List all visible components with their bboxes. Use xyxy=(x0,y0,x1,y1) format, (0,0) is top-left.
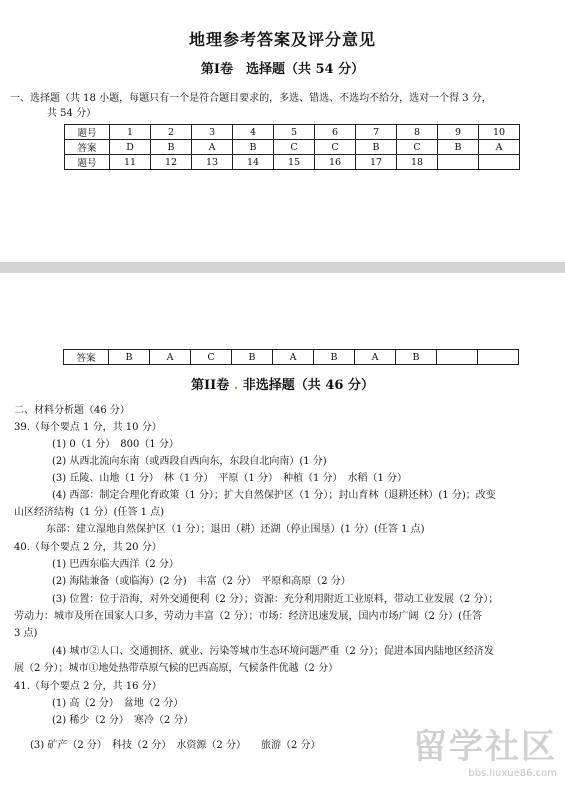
section-1-title: 第I卷 选择题（共 54 分） xyxy=(200,62,365,77)
table-cell: 17 xyxy=(356,155,397,170)
q39-heading: 39.（每个要点 1 分，共 10 分） xyxy=(14,422,162,433)
q40-answer-3-cont2: 3 点) xyxy=(14,628,38,639)
table-cell: 15 xyxy=(274,155,315,170)
choice-answer-table xyxy=(64,124,520,170)
table-cell: 11 xyxy=(110,155,151,170)
watermark-logo: 留学社区 xyxy=(413,727,557,767)
table-cell xyxy=(479,155,520,170)
section-2-title-part-b: 非选择题（共 46 分） xyxy=(242,378,374,393)
watermark xyxy=(413,719,557,779)
table-cell: A xyxy=(192,140,233,155)
q41-answer-1: (1) 高（2 分） 盆地（2 分） xyxy=(52,698,184,709)
q39-answer-2: (2) 从西北流向东南（或西段自西向东，东段自北向南）(1 分) xyxy=(52,456,327,467)
table-cell: 6 xyxy=(315,125,356,140)
q41-heading: 41.（每个要点 2 分，共 16 分） xyxy=(14,681,162,692)
q39-answer-4-east: 东部：建立湿地自然保护区（1 分）；退田（耕）还湖（停止围垦）(1 分）(任答 1 点) xyxy=(46,524,425,535)
answer-page-1 xyxy=(0,0,565,262)
table-cell: B xyxy=(396,350,437,365)
table-cell: C xyxy=(274,140,315,155)
table-row xyxy=(65,140,520,155)
table-cell: 题号 xyxy=(65,155,110,170)
part1-intro-line2: 共 54 分） xyxy=(47,108,97,119)
table-cell xyxy=(438,155,479,170)
table-cell: B xyxy=(438,140,479,155)
section-2-title-part-a: 第II卷 xyxy=(191,378,230,393)
choice-answer-table-continued xyxy=(63,349,519,365)
table-cell: 1 xyxy=(110,125,151,140)
q41-answer-2: (2) 稀少（2 分） 寒冷（2 分） xyxy=(52,715,194,726)
table-cell: 10 xyxy=(479,125,520,140)
table-cell: C xyxy=(315,140,356,155)
section-2-title xyxy=(0,374,565,393)
table-cell: 9 xyxy=(438,125,479,140)
q39-answer-1: (1) 0（1 分） 800（1 分） xyxy=(52,439,179,450)
page-separator xyxy=(0,262,565,273)
watermark-url: bbs.liuxue86.com xyxy=(468,768,557,779)
table-cell: 3 xyxy=(192,125,233,140)
table-cell: D xyxy=(110,140,151,155)
table-cell: A xyxy=(479,140,520,155)
table-cell: 8 xyxy=(397,125,438,140)
table-cell: 12 xyxy=(151,155,192,170)
part1-intro-line1: 一、选择题（共 18 小题，每题只有一个是符合题目要求的，多选、错选、不选均不给分，选对一个得 3 分， xyxy=(10,93,492,104)
table-cell: 答案 xyxy=(64,350,109,365)
q40-answer-1: (1) 巴西东临大西洋（2 分） xyxy=(52,559,179,570)
table-cell: 14 xyxy=(233,155,274,170)
answer-page-2 xyxy=(0,273,565,791)
q40-heading: 40.（每个要点 2 分，共 20 分） xyxy=(14,542,162,553)
table-cell xyxy=(437,350,478,365)
table-cell: C xyxy=(397,140,438,155)
table-cell: 答案 xyxy=(65,140,110,155)
table-cell: 2 xyxy=(151,125,192,140)
table-row xyxy=(64,350,519,365)
table-cell: 题号 xyxy=(65,125,110,140)
table-cell: B xyxy=(314,350,355,365)
q40-answer-3: (3) 位置：位于沿海，对外交通便利（2 分）；资源：充分利用附近工业原料，带动工业发展（2 分）； xyxy=(52,594,499,605)
table-cell: B xyxy=(232,350,273,365)
q40-answer-4: (4) 城市②人口、交通拥挤、就业、污染等城市生态环境问题严重（2 分）；促进本国内陆地区经济发 xyxy=(52,646,494,657)
q39-answer-4-cont: 山区经济结构（1 分）(任答 1 点) xyxy=(14,507,165,518)
q41-answer-3: (3) 矿产（2 分） 科技（2 分） 水资源（2 分） 旅游（2 分） xyxy=(30,740,321,751)
table-cell: 18 xyxy=(397,155,438,170)
table-cell: B xyxy=(109,350,150,365)
section-2-title-dot: . xyxy=(233,378,239,393)
table-cell: 13 xyxy=(192,155,233,170)
table-cell: B xyxy=(356,140,397,155)
part2-heading: 二、材料分析题（46 分） xyxy=(14,405,130,416)
table-cell: B xyxy=(233,140,274,155)
table-cell: 7 xyxy=(356,125,397,140)
q40-answer-4-cont: 展（2 分）；城市①地处热带草原气候的巴西高原，气候条件优越（2 分） xyxy=(14,663,339,674)
table-row xyxy=(65,125,520,140)
page-title: 地理参考答案及评分意见 xyxy=(188,30,376,49)
table-cell: 5 xyxy=(274,125,315,140)
q40-answer-2: (2) 海陆兼备（或临海）(2 分) 丰富（2 分） 平原和高原（2 分） xyxy=(52,576,351,587)
table-cell: A xyxy=(273,350,314,365)
table-cell: A xyxy=(150,350,191,365)
q39-answer-4: (4) 西部：制定合理化育政策（1 分）；扩大自然保护区（1 分）；封山育林（退耕还林）(1 分)；改变 xyxy=(52,490,496,501)
table-row xyxy=(65,155,520,170)
table-cell: C xyxy=(191,350,232,365)
q39-answer-3: (3) 丘陵、山地（1 分） 林（1 分） 平原（1 分） 种植（1 分） 水稻（1 分） xyxy=(52,473,408,484)
table-cell: 16 xyxy=(315,155,356,170)
table-cell: B xyxy=(151,140,192,155)
table-cell xyxy=(478,350,519,365)
q40-answer-3-cont: 劳动力：城市及所在国家人口多，劳动力丰富（2 分）；市场：经济迅速发展，国内市场广阔（2 分）(任答 xyxy=(14,611,482,622)
table-cell: A xyxy=(355,350,396,365)
table-cell: 4 xyxy=(233,125,274,140)
